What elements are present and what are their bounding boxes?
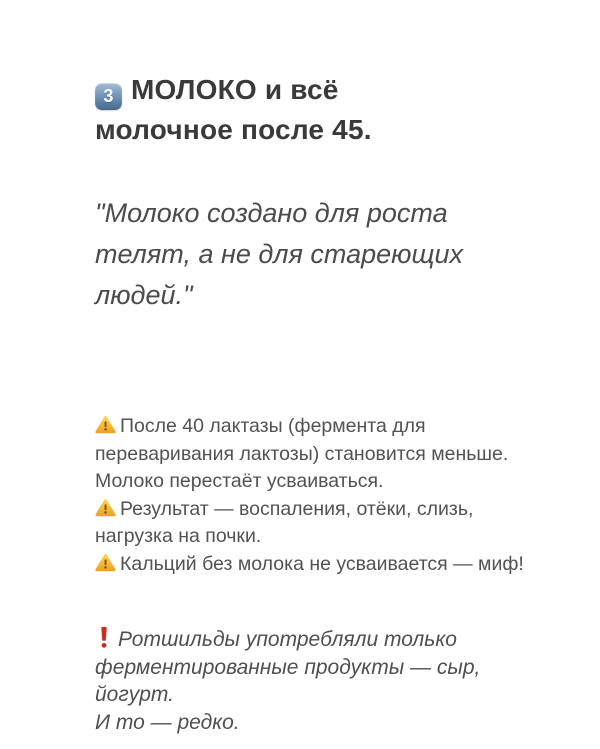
- title-line-1: [95, 70, 540, 110]
- quote-line: телят, а не для стареющих: [95, 239, 463, 269]
- warning-text: Кальций без молока не усваивается — миф!: [120, 552, 524, 575]
- page-title: [95, 70, 540, 150]
- warning-line: [95, 496, 540, 524]
- note-text: Ротшильды употребляли только: [118, 628, 457, 651]
- quote-line: людей.": [95, 280, 193, 310]
- warning-item-calcium: [95, 551, 540, 579]
- warning-line: [95, 413, 540, 441]
- keycap-digit: 3: [103, 86, 114, 106]
- note-line: И то — редко.: [95, 710, 240, 734]
- title-line-2: молочное после 45.: [95, 114, 372, 145]
- warning-line: [95, 551, 540, 579]
- warning-text: Результат — воспаления, отёки, слизь,: [120, 497, 474, 520]
- red-exclamation-icon: [99, 627, 109, 648]
- warning-line: нагрузка на почки.: [95, 525, 262, 547]
- warning-triangle-icon: [95, 415, 116, 434]
- quote-block: [95, 193, 540, 316]
- note-block: [95, 626, 540, 736]
- quote-line: "Молоко создано для роста: [95, 198, 448, 228]
- warning-line: переваривания лактозы) становится меньше.: [95, 442, 509, 465]
- warnings-list: [95, 413, 540, 578]
- warning-triangle-icon: [95, 498, 116, 517]
- warning-text: После 40 лактазы (фермента для: [120, 415, 426, 437]
- warning-line: Молоко перестаёт усваиваться.: [95, 470, 384, 492]
- title-text-1: МОЛОКО и всё: [131, 74, 339, 105]
- note-line: [95, 626, 540, 654]
- warning-item-lactase: [95, 413, 540, 496]
- warning-triangle-icon: [95, 553, 116, 572]
- keycap-3-icon: [95, 83, 122, 110]
- note-line: ферментированные продукты — сыр, йогурт.: [95, 655, 481, 706]
- warning-item-result: [95, 496, 540, 551]
